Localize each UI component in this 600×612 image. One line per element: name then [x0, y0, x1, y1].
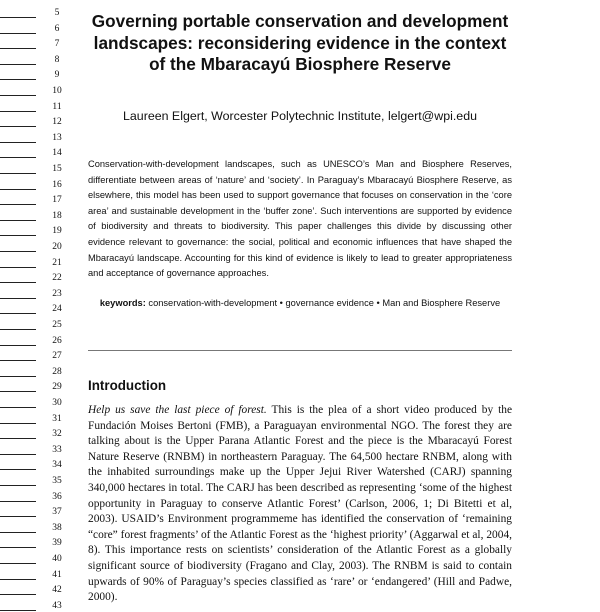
ruled-line [0, 235, 36, 236]
line-number: 33 [52, 444, 62, 455]
ruled-line [0, 95, 36, 96]
line-number: 12 [52, 117, 62, 128]
ruled-line [0, 157, 36, 158]
ruled-line [0, 360, 36, 361]
ruled-line [0, 173, 36, 174]
ruled-line [0, 563, 36, 564]
abstract: Conservation-with-development landscapes, such as UNESCO’s Man and Biosphere Reserves, differentiate between areas of ‘nature’ and ‘society’. In Paraguay’s Mbaracayú Biosphere Reserve, as elsewhere, this model has been used to support governance that focuses on conservation in the ‘core area’ and sustainable development in the ‘buffer zone’. Such interventions are supported by evidence of biodiversity and threats to biodiversity. This paper challenges this divide by discussing other evidence relevant to governance: the social, political and economic influences that have shaped the Mbaracayú landscape. Accounting for this kind of evidence is likely to lead to greater appropriateness and acceptance of governance approaches. [88, 159, 512, 279]
line-number-row [0, 144, 70, 160]
section-divider [88, 350, 512, 351]
line-number: 18 [52, 210, 62, 221]
line-number-row [0, 409, 70, 425]
line-number-row [0, 175, 70, 191]
line-number: 5 [54, 7, 60, 18]
line-number-row [0, 66, 70, 82]
line-number-row [0, 503, 70, 519]
line-number: 14 [52, 148, 62, 159]
line-number: 37 [52, 507, 62, 518]
line-number-row [0, 425, 70, 441]
ruled-line [0, 142, 36, 143]
line-number: 43 [52, 600, 62, 611]
line-number-row [0, 549, 70, 565]
ruled-line [0, 267, 36, 268]
line-number: 27 [52, 351, 62, 362]
ruled-line [0, 594, 36, 595]
line-number: 28 [52, 366, 62, 377]
ruled-line [0, 298, 36, 299]
line-number-row [0, 331, 70, 347]
ruled-line [0, 532, 36, 533]
line-number: 19 [52, 226, 62, 237]
line-number-row [0, 393, 70, 409]
ruled-line [0, 345, 36, 346]
line-number-row [0, 565, 70, 581]
line-number-row [0, 471, 70, 487]
ruled-line [0, 251, 36, 252]
line-number: 15 [52, 163, 62, 174]
line-number: 10 [52, 85, 62, 96]
line-number: 21 [52, 257, 62, 268]
line-number-row [0, 113, 70, 129]
line-number: 24 [52, 304, 62, 315]
ruled-line [0, 204, 36, 205]
ruled-line [0, 313, 36, 314]
keywords-text: conservation-with-development • governance evidence • Man and Biosphere Reserve [148, 298, 501, 308]
line-number: 16 [52, 179, 62, 190]
line-number: 22 [52, 273, 62, 284]
line-number: 42 [52, 585, 62, 596]
line-number-row [0, 253, 70, 269]
line-number: 34 [52, 460, 62, 471]
ruled-line [0, 33, 36, 34]
line-number-row [0, 581, 70, 597]
ruled-line [0, 547, 36, 548]
line-number: 6 [54, 23, 60, 34]
line-number-row [0, 596, 70, 612]
line-number: 38 [52, 522, 62, 533]
line-number-row [0, 378, 70, 394]
ruled-line [0, 111, 36, 112]
paper-title: Governing portable conservation and development landscapes: reconsidering evidence in the context of the Mbaracayú Biosphere Reserve [91, 11, 509, 75]
line-number: 32 [52, 429, 62, 440]
line-number-row [0, 300, 70, 316]
line-number: 20 [52, 241, 62, 252]
ruled-line [0, 64, 36, 65]
line-number: 31 [52, 413, 62, 424]
ruled-line [0, 48, 36, 49]
line-number: 35 [52, 475, 62, 486]
line-number: 26 [52, 335, 62, 346]
ruled-line [0, 126, 36, 127]
line-number: 8 [54, 54, 60, 65]
keywords-label: keywords: [99, 298, 146, 308]
line-number: 29 [52, 382, 62, 393]
line-number-row [0, 206, 70, 222]
ruled-line [0, 485, 36, 486]
ruled-line [0, 610, 36, 611]
line-number: 9 [54, 70, 60, 81]
ruled-line [0, 79, 36, 80]
ruled-line [0, 469, 36, 470]
line-number-row [0, 191, 70, 207]
ruled-line [0, 454, 36, 455]
line-number-row [0, 534, 70, 550]
line-number-row [0, 35, 70, 51]
line-number: 40 [52, 553, 62, 564]
line-number: 36 [52, 491, 62, 502]
section-title-introduction: Introduction [88, 378, 167, 393]
line-number-row [0, 237, 70, 253]
ruled-line [0, 17, 36, 18]
line-number-row [0, 284, 70, 300]
line-number: 39 [52, 538, 62, 549]
line-number: 7 [54, 39, 60, 50]
line-number-row [0, 3, 70, 19]
line-number-row [0, 487, 70, 503]
line-number-row [0, 19, 70, 35]
line-number-row [0, 362, 70, 378]
line-number-row [0, 50, 70, 66]
line-number: 23 [52, 288, 62, 299]
ruled-line [0, 189, 36, 190]
ruled-line [0, 282, 36, 283]
ruled-line [0, 376, 36, 377]
ruled-line [0, 423, 36, 424]
line-number-row [0, 97, 70, 113]
line-number-row [0, 440, 70, 456]
ruled-line [0, 516, 36, 517]
line-number-row [0, 269, 70, 285]
line-number-row [0, 128, 70, 144]
line-number: 17 [52, 195, 62, 206]
ruled-line [0, 501, 36, 502]
author-line: Laureen Elgert, Worcester Polytechnic Institute, lelgert@wpi.edu [123, 109, 477, 123]
line-number-row [0, 315, 70, 331]
ruled-line [0, 438, 36, 439]
ruled-line [0, 391, 36, 392]
keywords [88, 296, 512, 312]
intro-lead-quote: Help us save the last piece of forest. [88, 404, 267, 416]
line-number: 13 [52, 132, 62, 143]
line-number-row [0, 159, 70, 175]
line-number: 11 [52, 101, 62, 112]
ruled-line [0, 407, 36, 408]
line-number-row [0, 456, 70, 472]
line-number: 25 [52, 319, 62, 330]
line-number-gutter [0, 0, 70, 611]
ruled-line [0, 220, 36, 221]
ruled-line [0, 329, 36, 330]
line-number-row [0, 222, 70, 238]
introduction-paragraph [88, 403, 512, 606]
line-number: 30 [52, 397, 62, 408]
line-number-row [0, 518, 70, 534]
line-number: 41 [52, 569, 62, 580]
intro-body-text: This is the plea of a short video produced by the Fundación Moises Bertoni (FMB), a Paraguayan environmental NGO. The forest they are talking about is the Upper Parana Atlantic Forest and the piece is the Mbaracayú Forest Nature Reserve (RNBM) in northeastern Paraguay. The 64,500 hectare RNBM, along with the inhabited surroundings make up the Upper Jejui River Watershed (CARJ) spanning 340,000 hectares in total. The CARJ has been described as representing ‘some of the highest opportunity in Paraguay to conserve Atlantic Forest’ (Carlson, 2006, 1; Di Bitetti et al, 2003). USAID’s Environment programmeme has identified the conservation of ‘remaining “core” forest fragments’ of the Atlantic Forest as the ‘highest priority’ (Aggarwal et al, 2004, 8). This importance rests on scientists’ consideration of the Atlantic Forest as a globally significant source of biodiversity (Fragano and Clay, 2003). The RNBM is said to contain upwards of 90% of Paraguay’s species classified as ‘rare’ or ‘endangered’ (Hill and Padwe, 2000). [88, 404, 512, 604]
ruled-line [0, 579, 36, 580]
line-number-row [0, 81, 70, 97]
line-number-row [0, 347, 70, 363]
